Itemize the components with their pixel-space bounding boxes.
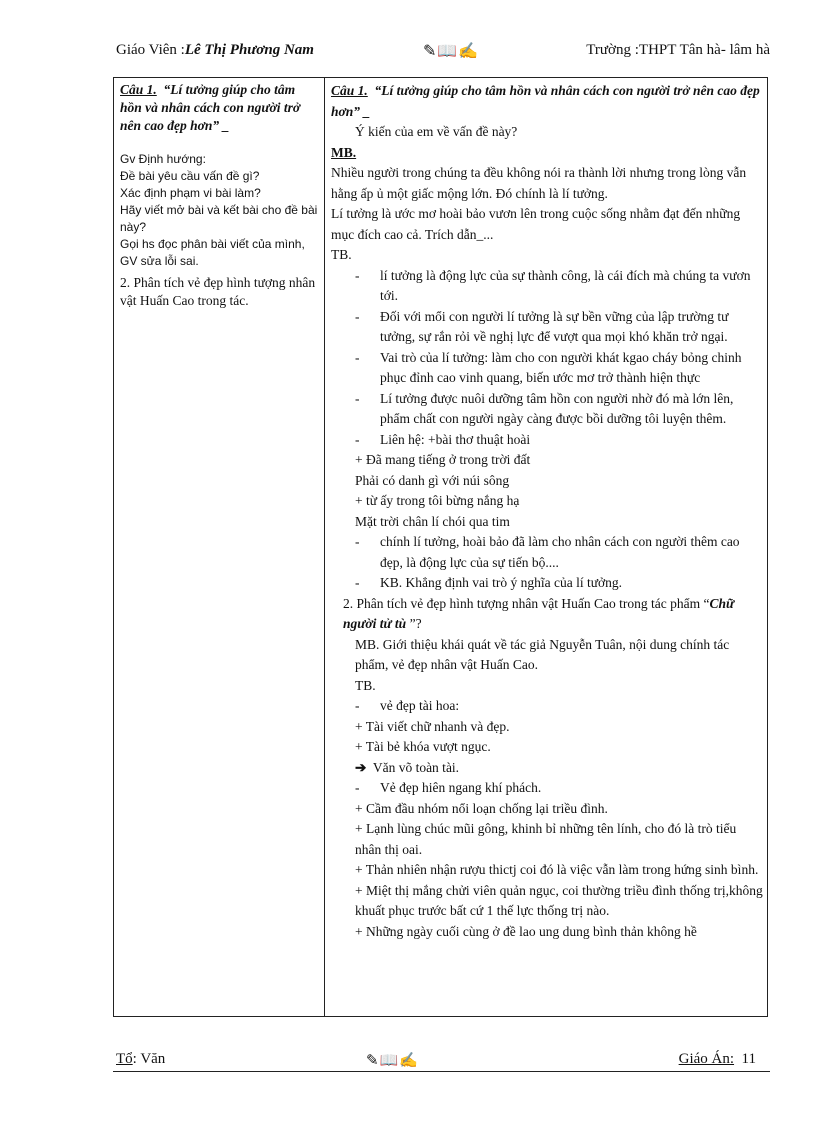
courage-item: + Lạnh lùng chúc mũi gông, khinh bỉ những tên lính, cho đó là trò tiểu nhân thị oai. (355, 821, 737, 857)
tb-heading: TB. (331, 247, 352, 262)
subject-info (116, 1051, 165, 1068)
subject-label: Tổ (116, 1051, 133, 1067)
left-question-1 (120, 81, 318, 135)
arrow-text: Văn võ toàn tài. (372, 759, 460, 775)
talent-item: + Tài viết chữ nhanh và đẹp. (355, 718, 510, 734)
guide-line: Gọi hs đọc phân bài viết của mình, GV sửa lỗi sai. (120, 237, 305, 268)
courage-item: + Cầm đầu nhóm nổi loạn chống lại triều đình. (355, 800, 608, 816)
right-question-1 (331, 81, 763, 122)
right-arrow-icon: ➔ (355, 759, 367, 775)
teacher-name: Lê Thị Phương Nam (184, 42, 314, 58)
right-question-text: “Lí tưởng giúp cho tâm hồn và nhân cách con người trở nên cao đẹp hơn” _ (331, 83, 760, 119)
subject-value: : Văn (132, 1051, 166, 1067)
bullet-item: - chính lí tưởng, hoài bảo đã làm cho nhân cách con người thêm cao đẹp, là động lực của sự tiến bộ.... (331, 532, 763, 573)
bullet-item: - lí tưởng là động lực của sự thành công, là cái đích mà chúng ta vươn tới. (331, 266, 763, 307)
bullet-item: - Đối với mổi con người lí tưởng là sự bền vững của lập trường tư tưởng, sự rắn rỏi về nghị lực để vượt qua mọi khó khăn trở ngại. (331, 307, 763, 348)
item-2-heading (331, 594, 763, 635)
right-question-label: Câu 1. (331, 83, 368, 98)
bullet-item: - Lí tưởng được nuôi dưỡng tâm hồn con người nhờ đó mà lớn lên, phẩm chất con người ngày càng được bồi dưỡng tôi luyện thêm. (331, 389, 763, 430)
guide-line: Đề bài yêu cầu vấn đề gì? (120, 169, 260, 183)
poem-line: + từ ấy trong tôi bừng nắng hạ (355, 493, 520, 508)
intro-paragraph: Nhiều người trong chúng ta đều không nói ra thành lời nhưng trong lòng vẫn hằng ấp ủ một giấc mộng lớn. Đó chính là lí tưởng. (331, 165, 747, 201)
mb2-paragraph: MB. Giới thiệu khái quát về tác giả Nguyễn Tuân, nội dung chính tác phẩm, vẻ đẹp nhân vật Huấn Cao. (355, 636, 730, 672)
teacher-info (116, 42, 314, 59)
school-name: Trường :THPT Tân hà- lâm hà (586, 42, 770, 58)
right-column (331, 81, 763, 942)
bullet-item: - Liên hệ: +bài thơ thuật hoài (331, 430, 763, 451)
courage-item: + Miệt thị mắng chửi viên quản ngục, coi thường triều đình thống trị,không khuất phục trước bất cứ 1 thế lực thống trị nào. (355, 882, 763, 918)
item-2-title: Chữ người tử tù (343, 595, 735, 631)
item-2-suffix: ”? (406, 616, 422, 631)
left-question-label: Câu 1. (120, 82, 157, 97)
left-column (120, 81, 318, 310)
bullet-item: - KB. Khẳng định vai trò ý nghĩa của lí tưởng. (331, 573, 763, 594)
talent-item: + Tài bẻ khóa vượt ngục. (355, 739, 491, 754)
guide-list (120, 151, 318, 270)
courage-item: + Thản nhiên nhận rượu thictj coi đó là việc vẫn làm trong hứng sinh bình. (355, 862, 759, 877)
footer-ornament-icon: ✎📖✍ (366, 1053, 419, 1069)
mb-heading: MB. (331, 144, 357, 160)
teacher-label: Giáo Viên : (116, 42, 185, 58)
left-item-2: 2. Phân tích vẻ đẹp hình tượng nhân vật Huấn Cao trong tác. (120, 275, 316, 308)
guide-line: Xác định phạm vi bài làm? (120, 186, 261, 200)
guide-line: Gv Định hướng: (120, 152, 206, 166)
bullet-item: - vẻ đẹp tài hoa: (331, 696, 763, 717)
poem-line: Mặt trời chân lí chói qua tim (355, 513, 510, 529)
lesson-label: Giáo Án: (678, 1051, 735, 1067)
bullet-item: - Vẻ đẹp hiên ngang khí phách. (331, 778, 763, 799)
guide-line: Hãy viết mở bài và kết bài cho đề bài này? (120, 203, 318, 234)
item-2-prefix: 2. Phân tích vẻ đẹp hình tượng nhân vật Huấn Cao trong tác phẩm “ (343, 595, 710, 611)
content-table (113, 77, 768, 1017)
page-header (116, 40, 770, 66)
header-ornament-icon: ✎📖✍ (423, 43, 480, 60)
left-question-text: “Lí tưởng giúp cho tâm hồn và nhân cách con người trở nên cao đẹp hơn” _ (120, 82, 301, 133)
poem-line: Phải có danh gì với núi sông (355, 472, 510, 488)
lesson-number: 11 (741, 1051, 756, 1067)
arrow-line (331, 758, 763, 779)
column-divider (324, 78, 325, 1016)
footer-rule (113, 1071, 770, 1072)
intro-paragraph: Lí tưởng là ước mơ hoài bảo vươn lên trong cuộc sống nhằm đạt đến những mục đích cao cả. Trích dẫn_... (331, 206, 741, 242)
question-prompt: Ý kiến của em về vấn đề này? (355, 124, 518, 139)
tb2-heading: TB. (355, 677, 376, 693)
lesson-info (679, 1051, 756, 1068)
page-footer (116, 1051, 770, 1073)
poem-line: + Đã mang tiếng ở trong trời đất (355, 452, 531, 467)
bullet-item: - Vai trò của lí tưởng: làm cho con người khát kgao cháy bỏng chinh phục đỉnh cao vinh quang, biến ước mơ trở thành hiện thực (331, 348, 763, 389)
courage-item: + Những ngày cuối cùng ở đề lao ung dung bình thản không hề (355, 923, 697, 939)
